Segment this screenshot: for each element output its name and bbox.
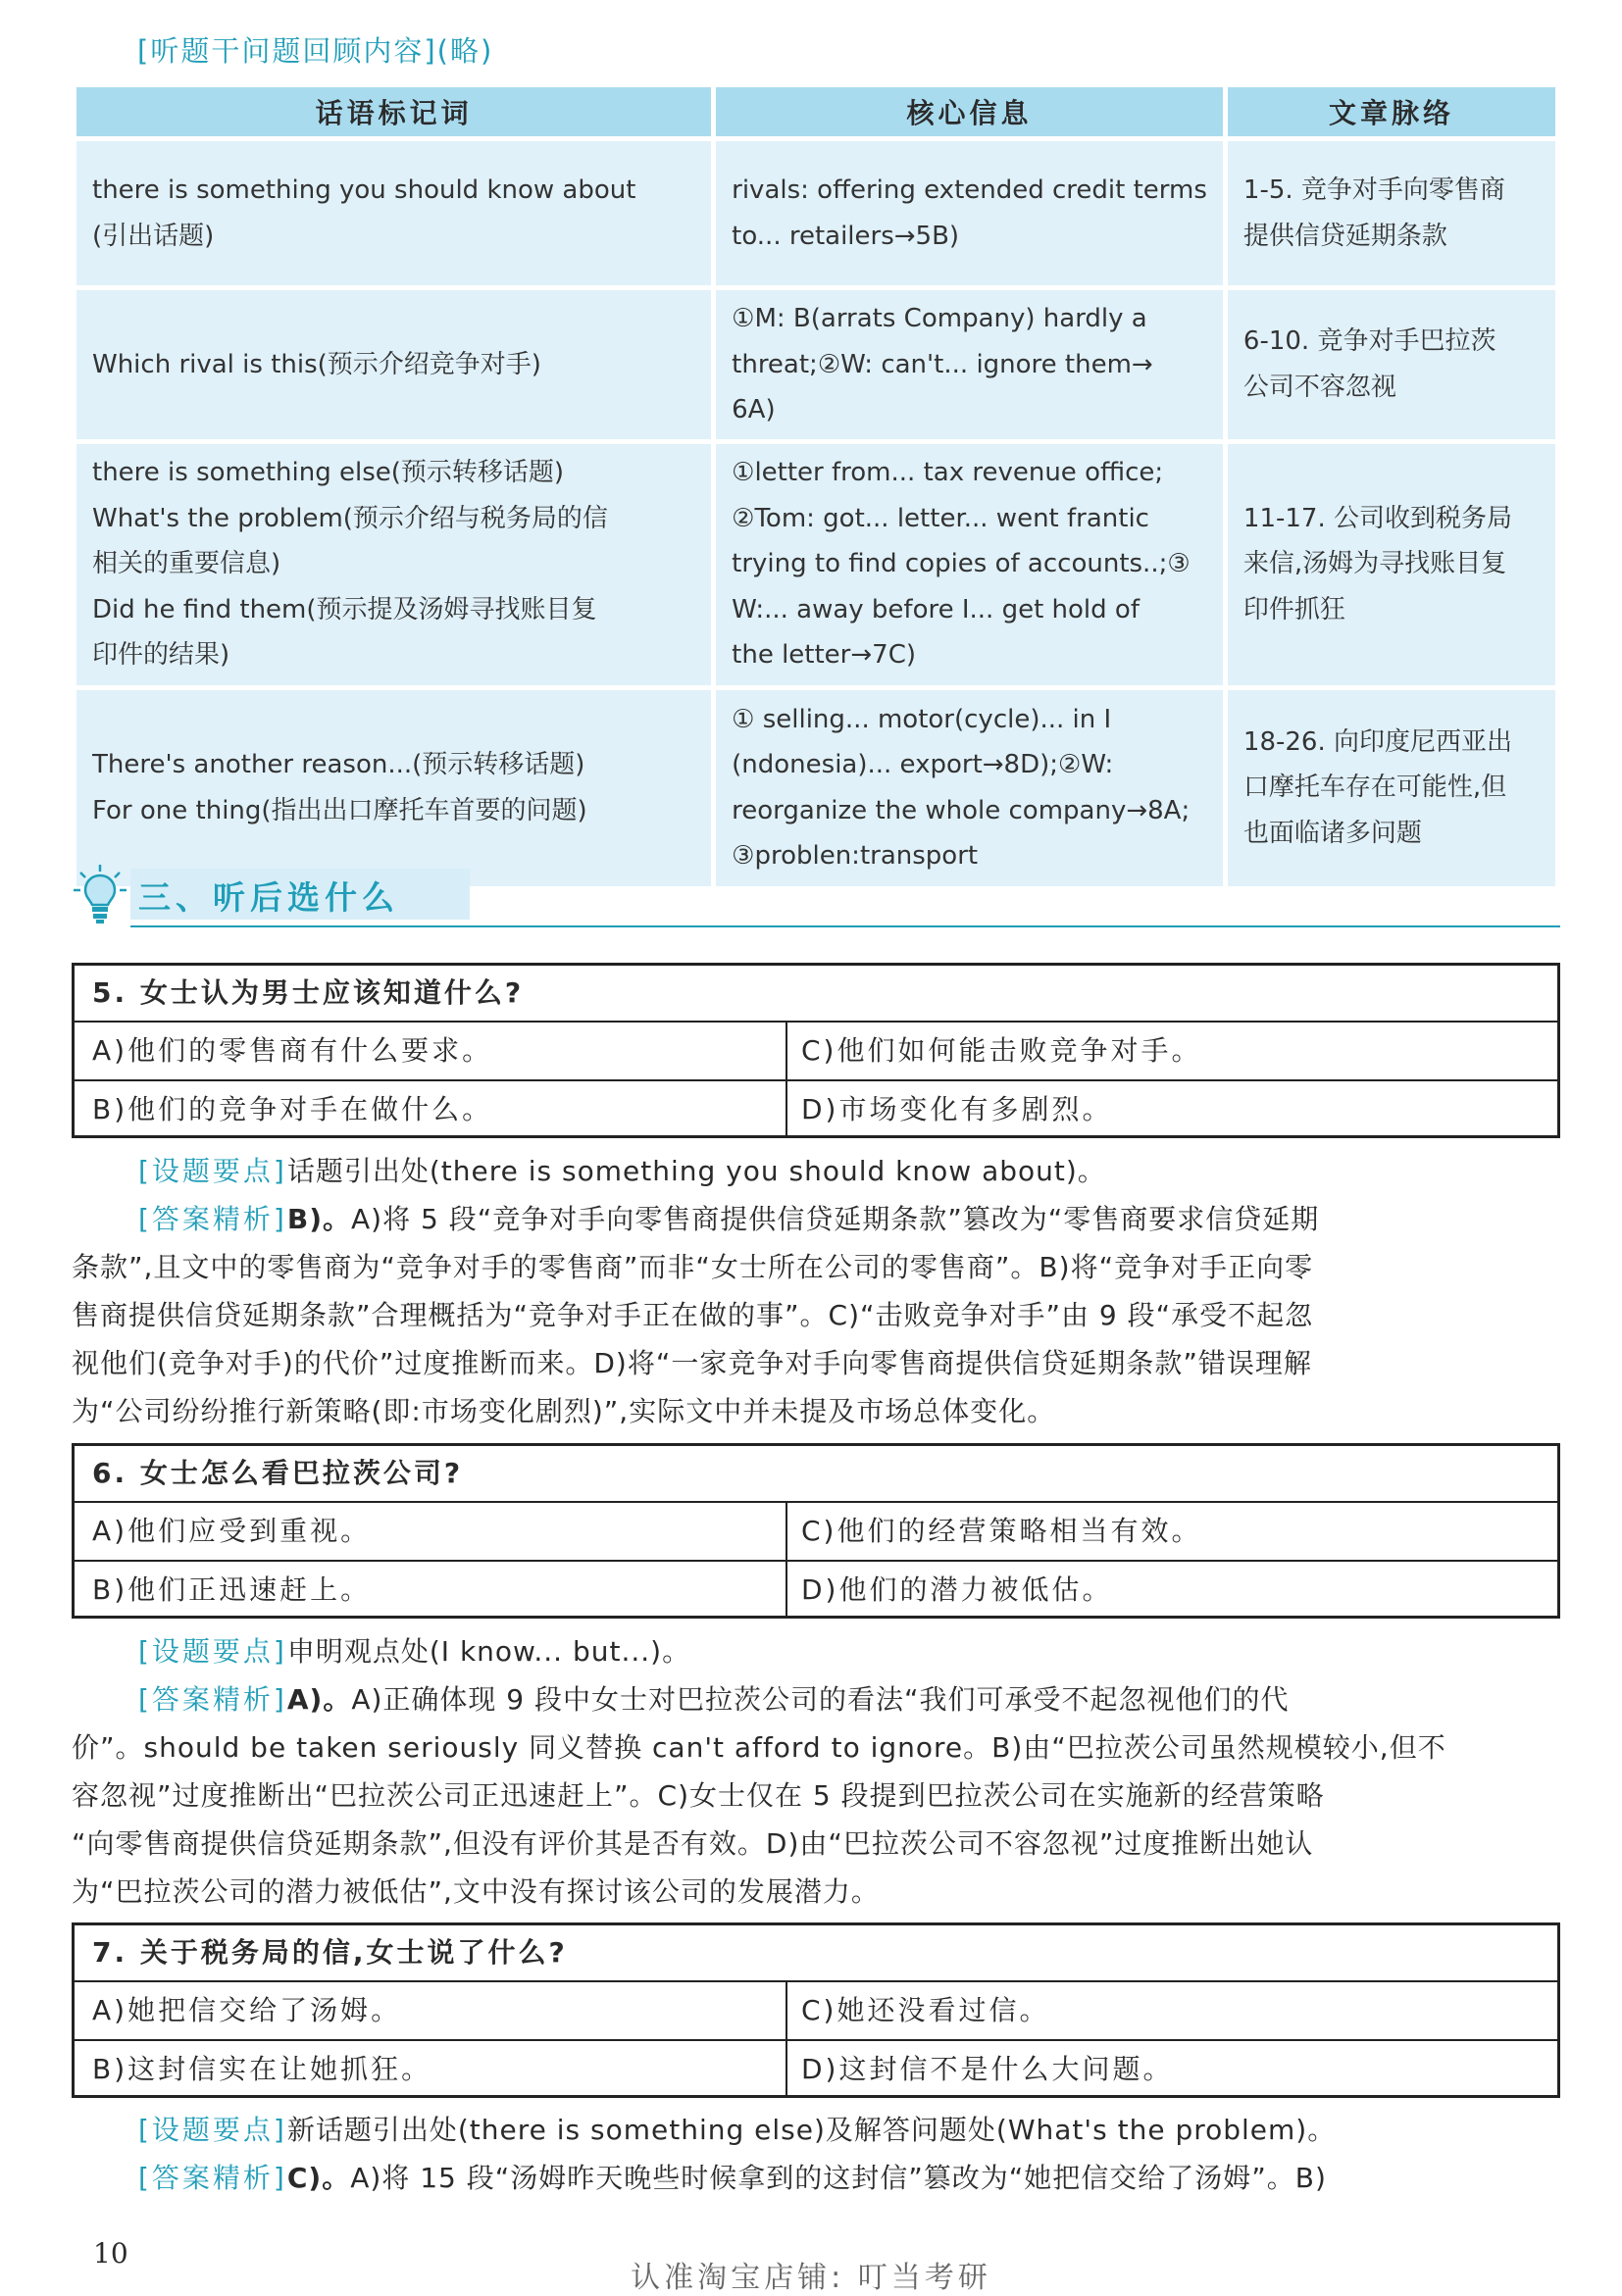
header-marker: 话语标记词	[76, 87, 711, 136]
cell-line: 1-5. 竞争对手向零售商	[1242, 175, 1505, 205]
key-point-line	[72, 1627, 1560, 1675]
cell-line: ① selling... motor(cycle)... in I	[732, 704, 1112, 734]
analysis-line: 条款”,且文中的零售商为“竞争对手的零售商”而非“女士所在公司的零售商”。B)将“竞争对手正向零	[72, 1251, 1314, 1283]
cell-line: (引出话题)	[92, 221, 215, 251]
option-row	[75, 1023, 1557, 1079]
cell-line: 6A)	[732, 395, 776, 424]
cell-line: 提供信贷延期条款	[1242, 221, 1447, 251]
header-core: 核心信息	[716, 87, 1223, 136]
option-row	[75, 2039, 1557, 2098]
header-context: 文章脉络	[1228, 87, 1555, 136]
analysis-text: A)正确体现 9 段中女士对巴拉茨公司的看法“我们可承受不起忽视他们的代	[351, 1683, 1290, 1716]
cell-line: 相关的重要信息)	[92, 549, 281, 579]
option-d: D)市场变化有多剧烈。	[786, 1081, 1557, 1138]
cell-line: the letter→7C)	[732, 640, 916, 671]
table-row	[76, 141, 1555, 285]
option-d: D)他们的潜力被低估。	[786, 1562, 1557, 1619]
analysis-line	[72, 1675, 1560, 1723]
key-point-tag: [设题要点]	[138, 2114, 287, 2146]
cell-line: rivals: offering extended credit terms	[732, 175, 1207, 205]
cell-line: 11-17. 公司收到税务局	[1242, 503, 1512, 533]
cell-line: 18-26. 向印度尼西亚出	[1242, 726, 1512, 757]
footer-watermark: 认准淘宝店铺: 叮当考研	[631, 2261, 991, 2295]
key-point-tag: [设题要点]	[138, 1635, 287, 1668]
cell-line: ③problen:transport	[732, 841, 979, 871]
core-cell	[716, 141, 1223, 285]
table-header-row	[76, 87, 1555, 136]
page-number: 10	[93, 2237, 128, 2270]
context-cell	[1228, 290, 1555, 439]
table-row	[76, 290, 1555, 439]
analysis-line: 容忽视”过度推断出“巴拉茨公司正迅速赶上”。C)女士仅在 5 段提到巴拉茨公司在实施新的经营策略	[72, 1779, 1325, 1812]
lightbulb-icon	[72, 863, 128, 927]
option-a: A)他们应受到重视。	[92, 1515, 372, 1547]
explanation-6	[72, 1627, 1560, 1916]
cell-line: ①letter from... tax revenue office;	[732, 458, 1164, 488]
table-row	[76, 444, 1555, 685]
review-title-text: [听题干问题回顾内容](略)	[137, 34, 494, 68]
question-stem: 5. 女士认为男士应该知道什么?	[75, 966, 1557, 1023]
explanation-5	[72, 1147, 1560, 1435]
context-cell	[1228, 444, 1555, 685]
option-b: B)他们正迅速赶上。	[92, 1573, 372, 1606]
option-c: C)他们如何能击败竞争对手。	[786, 1023, 1557, 1079]
section-rule	[130, 925, 1560, 927]
section-heading	[72, 863, 1560, 929]
marker-cell	[76, 690, 711, 886]
question-box-7	[72, 1922, 1560, 2098]
cell-line: 也面临诸多问题	[1242, 818, 1422, 848]
context-cell	[1228, 141, 1555, 285]
analysis-tag: [答案精析]	[138, 1203, 287, 1235]
marker-cell	[76, 141, 711, 285]
core-cell	[716, 444, 1223, 685]
analysis-line: 为“公司纷纷推行新策略(即:市场变化剧烈)”,实际文中并未提及市场总体变化。	[72, 1395, 1056, 1427]
analysis-table	[72, 82, 1560, 891]
core-cell	[716, 690, 1223, 886]
cell-line: 口摩托车存在可能性,但	[1242, 773, 1507, 803]
table-row	[76, 690, 1555, 886]
analysis-text: A)将 5 段“竞争对手向零售商提供信贷延期条款”篡改为“零售商要求信贷延期	[351, 1203, 1320, 1235]
answer: B)。	[286, 1203, 351, 1235]
analysis-line	[72, 1195, 1560, 1243]
key-point-line	[72, 1147, 1560, 1195]
cell-line: For one thing(指出出口摩托车首要的问题)	[92, 795, 587, 825]
cell-line: 印件的结果)	[92, 640, 230, 671]
option-a: A)他们的零售商有什么要求。	[92, 1034, 493, 1067]
option-row	[75, 1560, 1557, 1619]
review-title	[137, 29, 493, 70]
analysis-text: A)将 15 段“汤姆昨天晚些时候拿到的这封信”篡改为“她把信交给了汤姆”。B)	[350, 2162, 1327, 2194]
question-box-6	[72, 1443, 1560, 1619]
cell-line: 6-10. 竞争对手巴拉茨	[1242, 326, 1496, 357]
cell-line: there is something you should know about	[92, 175, 636, 205]
key-point-text: 新话题引出处(there is something else)及解答问题处(What's the problem)。	[286, 2114, 1337, 2146]
option-d: D)这封信不是什么大问题。	[786, 2041, 1557, 2098]
answer: A)。	[286, 1683, 352, 1716]
analysis-tag: [答案精析]	[138, 1683, 287, 1716]
option-row	[75, 1079, 1557, 1138]
core-cell	[716, 290, 1223, 439]
marker-cell	[76, 444, 711, 685]
cell-line: ①M: B(arrats Company) hardly a	[732, 304, 1147, 333]
analysis-line: “向零售商提供信贷延期条款”,但没有评价其是否有效。D)由“巴拉茨公司不容忽视”过度推断出她认	[72, 1827, 1314, 1860]
cell-line: 公司不容忽视	[1242, 372, 1396, 402]
key-point-tag: [设题要点]	[138, 1155, 287, 1187]
cell-line: There's another reason...(预示转移话题)	[92, 750, 585, 779]
key-point-text: 申明观点处(I know... but...)。	[286, 1635, 691, 1668]
option-c: C)她还没看过信。	[786, 1982, 1557, 2039]
option-a: A)她把信交给了汤姆。	[92, 1994, 402, 2026]
explanation-7	[72, 2106, 1560, 2202]
cell-line: to... retailers→5B)	[732, 221, 960, 251]
question-stem: 6. 女士怎么看巴拉茨公司?	[75, 1446, 1557, 1503]
option-c: C)他们的经营策略相当有效。	[786, 1503, 1557, 1560]
analysis-line: 为“巴拉茨公司的潜力被低估”,文中没有探讨该公司的发展潜力。	[72, 1875, 880, 1908]
cell-line: W:... away before I... get hold of	[732, 594, 1140, 624]
cell-line: there is something else(预示转移话题)	[92, 458, 565, 488]
key-point-text: 话题引出处(there is something you should know about)。	[286, 1155, 1106, 1187]
analysis-tag: [答案精析]	[138, 2162, 287, 2194]
option-row	[75, 1503, 1557, 1560]
marker-cell	[76, 290, 711, 439]
cell-line: Which rival is this(预示介绍竞争对手)	[92, 349, 541, 379]
question-box-5	[72, 963, 1560, 1138]
option-b: B)他们的竞争对手在做什么。	[92, 1093, 493, 1125]
analysis-line	[72, 2154, 1560, 2202]
cell-line: threat;②W: can't... ignore them→	[732, 349, 1153, 379]
cell-line: Did he find them(预示提及汤姆寻找账目复	[92, 594, 597, 624]
context-cell	[1228, 690, 1555, 886]
analysis-line: 视他们(竞争对手)的代价”过度推断而来。D)将“一家竞争对手向零售商提供信贷延期条款”错误理解	[72, 1347, 1312, 1379]
analysis-line: 售商提供信贷延期条款”合理概括为“竞争对手正在做的事”。C)“击败竞争对手”由 9 段“承受不起忽	[72, 1299, 1314, 1331]
option-b: B)这封信实在让她抓狂。	[92, 2053, 432, 2085]
cell-line: 印件抓狂	[1242, 594, 1345, 624]
question-stem: 7. 关于税务局的信,女士说了什么?	[75, 1925, 1557, 1982]
cell-line: 来信,汤姆为寻找账目复	[1242, 549, 1507, 579]
cell-line: (ndonesia)... export→8D);②W:	[732, 750, 1114, 779]
key-point-line	[72, 2106, 1560, 2154]
cell-line: ②Tom: got... letter... went frantic	[732, 503, 1149, 533]
analysis-line: 价”。should be taken seriously 同义替换 can't afford to ignore。B)由“巴拉茨公司虽然规模较小,但不	[72, 1731, 1446, 1764]
cell-line: trying to find copies of accounts..;③	[732, 549, 1191, 579]
option-row	[75, 1982, 1557, 2039]
cell-line: reorganize the whole company→8A;	[732, 795, 1191, 825]
answer: C)。	[286, 2162, 351, 2194]
section-title: 三、听后选什么	[138, 878, 399, 917]
cell-line: What's the problem(预示介绍与税务局的信	[92, 503, 608, 533]
